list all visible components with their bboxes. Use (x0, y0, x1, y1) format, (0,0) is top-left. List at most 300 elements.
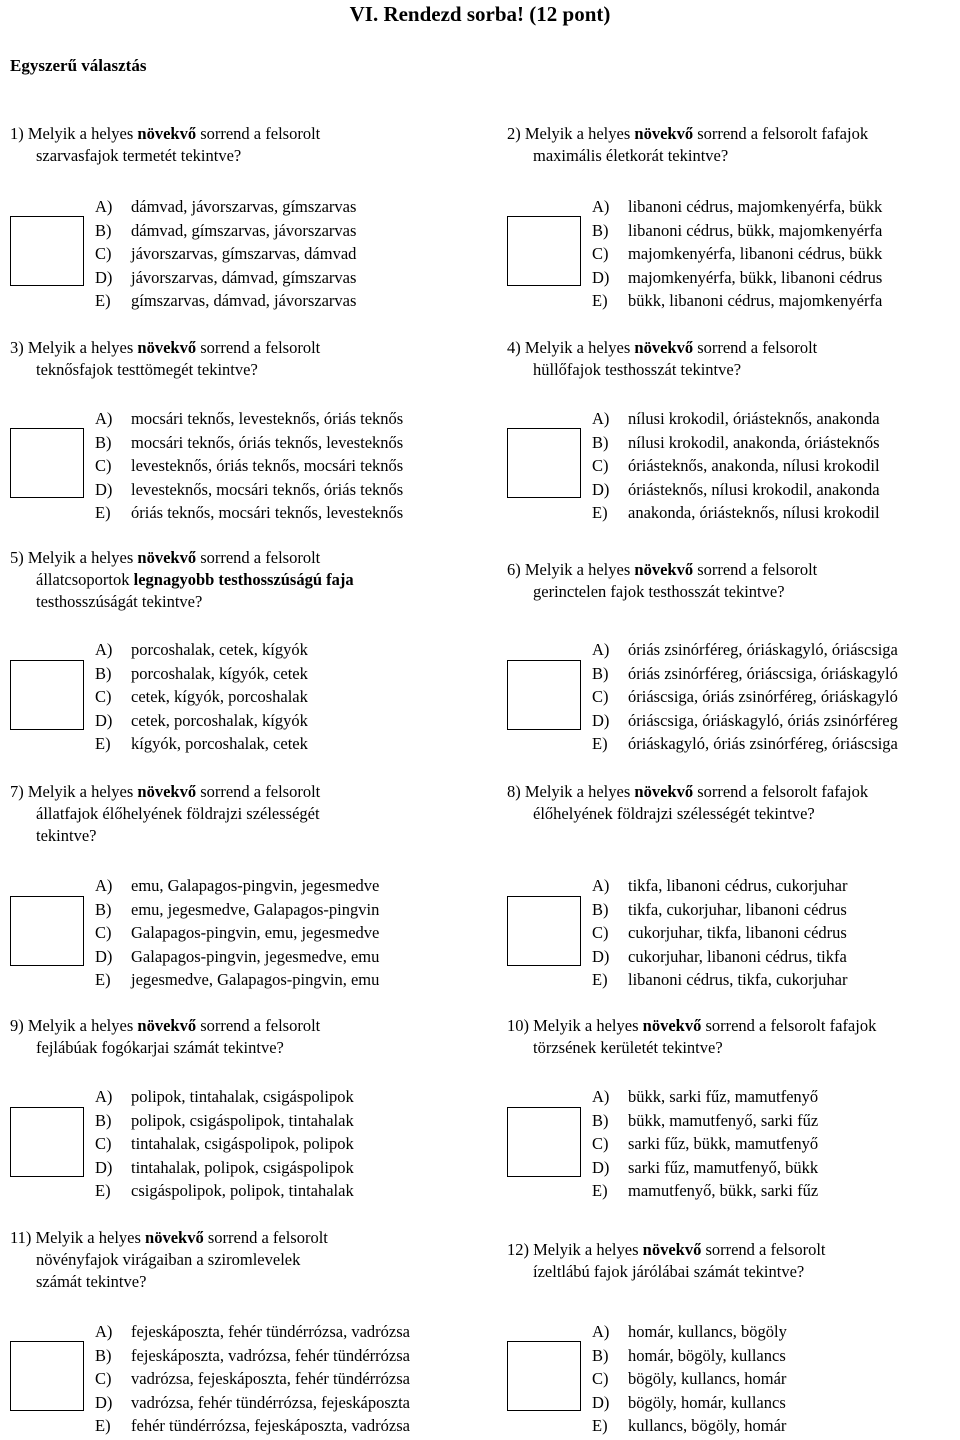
option-letter: E) (592, 503, 608, 522)
question-text: fejlábúak fogókarjai számát tekintve? (36, 1038, 284, 1057)
question-text: növekvő (634, 124, 694, 143)
option-item (592, 1109, 818, 1133)
question-text: Melyik a helyes (524, 338, 635, 357)
option-letter: E) (592, 734, 608, 753)
question-stem-line (10, 1015, 460, 1037)
option-text: porcoshalak, kígyók, cetek (131, 663, 308, 683)
question-text: teknősfajok testtömegét tekintve? (36, 360, 258, 379)
question-stem-line (10, 547, 460, 569)
option-item (95, 195, 356, 219)
question-number: 3) (10, 338, 28, 357)
option-letter: E) (95, 1181, 111, 1200)
option-letter: B) (95, 899, 112, 919)
option-letter: A) (592, 1087, 610, 1106)
option-text: sarki fűz, mamutfenyő, bükk (628, 1157, 819, 1177)
option-item (592, 242, 882, 266)
question-stem-line (10, 1037, 460, 1059)
question-number: 4) (507, 338, 525, 357)
question-11 (10, 1227, 460, 1440)
question-text: számát tekintve? (36, 1272, 147, 1291)
option-letter: E) (95, 1416, 111, 1435)
question-stem (10, 781, 460, 847)
question-text: hüllőfajok testhosszát tekintve? (533, 360, 742, 379)
option-letter: D) (95, 710, 113, 730)
option-letter: D) (592, 1157, 610, 1177)
option-text: levesteknős, óriás teknős, mocsári teknős (131, 456, 404, 475)
option-item (592, 1320, 787, 1344)
option-text: nílusi krokodil, óriásteknős, anakonda (628, 409, 880, 428)
question-stem (10, 123, 460, 167)
option-text: polipok, csigáspolipok, tintahalak (131, 1110, 354, 1130)
option-item (95, 732, 308, 756)
question-stem-line (507, 1239, 957, 1261)
option-text: óriásteknős, nílusi krokodil, anakonda (628, 479, 880, 499)
option-text: mamutfenyő, bükk, sarki fűz (628, 1181, 819, 1200)
option-item (95, 1132, 354, 1156)
option-text: gímszarvas, dámvad, jávorszarvas (131, 291, 357, 310)
question-text: tekintve? (36, 826, 97, 845)
question-text: törzsének kerületét tekintve? (533, 1038, 723, 1057)
question-stem-line (507, 337, 957, 359)
question-3 (10, 337, 460, 527)
option-text: mocsári teknős, óriás teknős, levesteknős (131, 432, 404, 452)
option-text: nílusi krokodil, anakonda, óriásteknős (628, 432, 880, 452)
option-letter: B) (95, 220, 112, 240)
answer-box[interactable] (10, 428, 84, 498)
question-text: testhosszúságát tekintve? (36, 592, 203, 611)
question-number: 8) (507, 782, 525, 801)
option-text: bükk, mamutfenyő, sarki fűz (628, 1110, 819, 1130)
option-letter: D) (592, 1392, 610, 1412)
question-text: sorrend a felsorolt (196, 1016, 321, 1035)
option-item (95, 874, 379, 898)
option-text: dámvad, jávorszarvas, gímszarvas (131, 197, 357, 216)
question-text: Melyik a helyes (27, 548, 138, 567)
option-item (592, 501, 880, 525)
option-item (95, 1414, 410, 1438)
option-item (95, 1156, 354, 1180)
question-stem-line (10, 123, 460, 145)
answer-box[interactable] (507, 216, 581, 286)
question-9 (10, 1015, 460, 1205)
option-item (592, 431, 880, 455)
option-item (95, 431, 403, 455)
option-item (592, 1414, 787, 1438)
question-stem-line (10, 145, 460, 167)
option-item (95, 662, 308, 686)
option-item (592, 195, 882, 219)
option-item (95, 685, 308, 709)
question-stem-line (507, 123, 957, 145)
option-list (95, 638, 308, 756)
question-text: sorrend a felsorolt (701, 1240, 826, 1259)
option-item (95, 1320, 410, 1344)
question-stem-line (507, 803, 957, 825)
option-letter: D) (95, 479, 113, 499)
option-text: tintahalak, polipok, csigáspolipok (131, 1157, 354, 1177)
option-text: cetek, porcoshalak, kígyók (131, 710, 308, 730)
option-text: Galapagos-pingvin, emu, jegesmedve (131, 923, 380, 942)
question-text: növekvő (634, 560, 694, 579)
option-item (592, 1367, 787, 1391)
question-text: növekvő (137, 782, 197, 801)
option-item (95, 454, 403, 478)
option-text: csigáspolipok, polipok, tintahalak (131, 1181, 354, 1200)
option-list (592, 195, 882, 313)
option-letter: C) (592, 456, 609, 475)
option-letter: D) (95, 946, 113, 966)
question-number: 11) (10, 1228, 36, 1247)
option-item (95, 1085, 354, 1109)
question-text: növekvő (137, 124, 197, 143)
question-stem-line (507, 1037, 957, 1059)
question-stem (507, 1239, 957, 1283)
option-letter: E) (95, 970, 111, 989)
question-text: sorrend a felsorolt (693, 338, 818, 357)
question-stem-line (10, 1227, 460, 1249)
answer-box[interactable] (507, 1107, 581, 1177)
question-text: sorrend a felsorolt fafajok (701, 1016, 877, 1035)
question-text: sorrend a felsorolt (196, 548, 321, 567)
question-stem-line (507, 781, 957, 803)
option-item (592, 1179, 818, 1203)
answer-box[interactable] (507, 1341, 581, 1411)
question-text: Melyik a helyes (533, 1240, 643, 1259)
option-item (95, 709, 308, 733)
question-text: Melyik a helyes (524, 782, 635, 801)
option-letter: D) (592, 479, 610, 499)
question-stem (507, 781, 957, 825)
question-stem-line (10, 825, 460, 847)
option-text: óriáscsiga, óriáskagyló, óriás zsinórféreg (628, 710, 898, 730)
option-text: tintahalak, csigáspolipok, polipok (131, 1134, 354, 1153)
question-stem-line (10, 359, 460, 381)
option-text: óriásteknős, anakonda, nílusi krokodil (628, 456, 880, 475)
option-letter: C) (95, 456, 112, 475)
option-letter: C) (95, 1369, 112, 1388)
option-item (592, 289, 882, 313)
option-item (95, 1367, 410, 1391)
option-item (592, 968, 847, 992)
question-stem (10, 547, 460, 613)
question-stem-line (10, 803, 460, 825)
option-text: óriáskagyló, óriás zsinórféreg, óriáscsiga (628, 734, 898, 753)
option-letter: D) (95, 1392, 113, 1412)
question-number: 10) (507, 1016, 534, 1035)
option-letter: B) (592, 1110, 609, 1130)
question-stem-line (507, 359, 957, 381)
question-stem (10, 1015, 460, 1059)
question-text: szarvasfajok termetét tekintve? (36, 146, 242, 165)
question-text: gerinctelen fajok testhosszát tekintve? (533, 582, 785, 601)
question-text: sorrend a felsorolt (693, 560, 818, 579)
option-letter: C) (95, 923, 112, 942)
option-item (592, 266, 882, 290)
option-text: cukorjuhar, tikfa, libanoni cédrus (628, 923, 847, 942)
option-text: jávorszarvas, dámvad, gímszarvas (131, 267, 357, 287)
option-text: levesteknős, mocsári teknős, óriás teknős (131, 479, 404, 499)
question-text: Melyik a helyes (524, 560, 635, 579)
option-item (95, 945, 379, 969)
question-stem (10, 337, 460, 381)
option-list (95, 874, 379, 992)
answer-box[interactable] (507, 896, 581, 966)
answer-box[interactable] (10, 1107, 84, 1177)
option-letter: A) (592, 876, 610, 895)
option-list (592, 638, 898, 756)
option-text: bögöly, kullancs, homár (628, 1369, 787, 1388)
option-item (95, 478, 403, 502)
option-item (592, 1344, 787, 1368)
answer-box[interactable] (507, 428, 581, 498)
option-item (592, 1085, 818, 1109)
answer-box[interactable] (507, 660, 581, 730)
option-text: anakonda, óriásteknős, nílusi krokodil (628, 503, 880, 522)
option-item (95, 1391, 410, 1415)
answer-box[interactable] (10, 1341, 84, 1411)
option-text: homár, bögöly, kullancs (628, 1345, 786, 1365)
question-text: maximális életkorát tekintve? (533, 146, 729, 165)
question-number: 2) (507, 124, 525, 143)
option-item (592, 732, 898, 756)
option-item (592, 407, 880, 431)
option-text: tikfa, cukorjuhar, libanoni cédrus (628, 899, 847, 919)
option-item (95, 407, 403, 431)
option-letter: A) (592, 409, 610, 428)
option-letter: E) (95, 734, 111, 753)
option-letter: A) (95, 876, 113, 895)
option-item (592, 898, 847, 922)
option-letter: E) (592, 1416, 608, 1435)
option-letter: C) (95, 244, 112, 263)
option-letter: B) (95, 1110, 112, 1130)
option-letter: D) (95, 1157, 113, 1177)
option-letter: B) (95, 432, 112, 452)
option-item (592, 685, 898, 709)
option-item (592, 219, 882, 243)
option-list (592, 1320, 787, 1438)
option-item (592, 921, 847, 945)
question-text: növekvő (137, 338, 197, 357)
question-stem-line (10, 1271, 460, 1293)
option-letter: A) (95, 640, 113, 659)
option-text: libanoni cédrus, majomkenyérfa, bükk (628, 197, 883, 216)
option-item (592, 1391, 787, 1415)
option-item (95, 1179, 354, 1203)
option-text: libanoni cédrus, tikfa, cukorjuhar (628, 970, 848, 989)
option-list (95, 407, 403, 525)
option-letter: E) (592, 291, 608, 310)
option-text: óriáscsiga, óriás zsinórféreg, óriáskagyló (628, 687, 898, 706)
option-letter: C) (592, 1134, 609, 1153)
option-letter: A) (95, 1087, 113, 1106)
option-text: bükk, libanoni cédrus, majomkenyérfa (628, 291, 883, 310)
question-stem (10, 1227, 460, 1293)
option-letter: C) (95, 1134, 112, 1153)
option-letter: B) (592, 1345, 609, 1365)
question-text: növekvő (634, 338, 694, 357)
question-number: 1) (10, 124, 28, 143)
question-text: Melyik a helyes (524, 124, 635, 143)
option-letter: D) (592, 710, 610, 730)
question-stem-line (507, 581, 957, 603)
option-item (592, 1156, 818, 1180)
option-text: majomkenyérfa, bükk, libanoni cédrus (628, 267, 883, 287)
option-item (95, 968, 379, 992)
option-letter: B) (592, 432, 609, 452)
option-text: emu, Galapagos-pingvin, jegesmedve (131, 876, 380, 895)
option-text: fehér tündérrózsa, fejeskáposzta, vadrózsa (131, 1416, 410, 1435)
option-letter: A) (592, 197, 610, 216)
option-text: mocsári teknős, levesteknős, óriás teknős (131, 409, 404, 428)
question-number: 7) (10, 782, 28, 801)
question-number: 6) (507, 560, 525, 579)
option-text: fejeskáposzta, fehér tündérrózsa, vadrózsa (131, 1322, 410, 1341)
option-list (95, 1320, 410, 1438)
option-item (592, 662, 898, 686)
option-letter: E) (95, 503, 111, 522)
question-stem (507, 337, 957, 381)
question-text: növekvő (642, 1240, 702, 1259)
option-letter: D) (592, 946, 610, 966)
option-text: bükk, sarki fűz, mamutfenyő (628, 1087, 819, 1106)
option-letter: B) (592, 899, 609, 919)
question-number: 9) (10, 1016, 28, 1035)
question-text: ízeltlábú fajok járólábai számát tekintve? (533, 1262, 805, 1281)
question-text: sorrend a felsorolt (203, 1228, 328, 1247)
option-letter: D) (95, 267, 113, 287)
option-item (95, 1109, 354, 1133)
option-letter: A) (95, 1322, 113, 1341)
option-text: sarki fűz, bükk, mamutfenyő (628, 1134, 819, 1153)
option-letter: C) (592, 244, 609, 263)
option-letter: B) (95, 1345, 112, 1365)
question-stem-line (507, 559, 957, 581)
option-list (95, 195, 356, 313)
option-item (592, 478, 880, 502)
option-letter: B) (95, 663, 112, 683)
option-text: óriás zsinórféreg, óriáskagyló, óriáscsiga (628, 640, 898, 659)
option-text: majomkenyérfa, libanoni cédrus, bükk (628, 244, 883, 263)
option-item (95, 242, 356, 266)
option-text: kullancs, bögöly, homár (628, 1416, 787, 1435)
option-text: Galapagos-pingvin, jegesmedve, emu (131, 946, 380, 966)
option-text: jávorszarvas, gímszarvas, dámvad (131, 244, 357, 263)
question-text: növekvő (634, 782, 694, 801)
question-text: Melyik a helyes (27, 782, 138, 801)
question-8 (507, 781, 957, 994)
option-item (95, 501, 403, 525)
question-7 (10, 781, 460, 994)
option-text: polipok, tintahalak, csigáspolipok (131, 1087, 354, 1106)
question-text: élőhelyének földrajzi szélességét tekintve? (533, 804, 815, 823)
option-item (592, 1132, 818, 1156)
answer-box[interactable] (10, 896, 84, 966)
option-item (592, 709, 898, 733)
question-6 (507, 559, 957, 758)
question-text: növényfajok virágaiban a sziromlevelek (36, 1250, 301, 1269)
option-text: tikfa, libanoni cédrus, cukorjuhar (628, 876, 848, 895)
option-item (592, 638, 898, 662)
answer-box[interactable] (10, 216, 84, 286)
question-number: 5) (10, 548, 28, 567)
question-text: Melyik a helyes (35, 1228, 146, 1247)
option-letter: C) (592, 923, 609, 942)
question-stem (507, 559, 957, 603)
question-stem-line (10, 569, 460, 591)
option-text: homár, kullancs, bögöly (628, 1322, 787, 1341)
option-letter: A) (95, 409, 113, 428)
option-text: fejeskáposzta, vadrózsa, fehér tündérrózsa (131, 1345, 410, 1365)
option-text: cetek, kígyók, porcoshalak (131, 687, 308, 706)
option-text: emu, jegesmedve, Galapagos-pingvin (131, 899, 380, 919)
question-10 (507, 1015, 957, 1205)
option-letter: C) (592, 1369, 609, 1388)
question-text: Melyik a helyes (27, 124, 138, 143)
answer-box[interactable] (10, 660, 84, 730)
option-letter: D) (592, 267, 610, 287)
question-text: növekvő (642, 1016, 702, 1035)
option-item (95, 898, 379, 922)
question-stem-line (507, 1261, 957, 1283)
question-stem-line (10, 1249, 460, 1271)
question-text: sorrend a felsorolt (196, 338, 321, 357)
option-text: libanoni cédrus, bükk, majomkenyérfa (628, 220, 883, 240)
option-text: porcoshalak, cetek, kígyók (131, 640, 308, 659)
option-item (592, 874, 847, 898)
option-letter: E) (95, 291, 111, 310)
question-text: sorrend a felsorolt (196, 124, 321, 143)
option-item (592, 945, 847, 969)
question-text: sorrend a felsorolt fafajok (693, 782, 869, 801)
question-text: Melyik a helyes (27, 1016, 138, 1035)
question-stem-line (10, 591, 460, 613)
question-4 (507, 337, 957, 527)
option-letter: E) (592, 970, 608, 989)
option-letter: A) (95, 197, 113, 216)
question-stem (507, 123, 957, 167)
question-2 (507, 123, 957, 315)
option-item (95, 638, 308, 662)
question-text: növekvő (137, 548, 197, 567)
question-1 (10, 123, 460, 315)
option-letter: E) (592, 1181, 608, 1200)
option-text: bögöly, homár, kullancs (628, 1392, 786, 1412)
option-list (592, 874, 847, 992)
question-text: állatfajok élőhelyének földrajzi szélességét (36, 804, 320, 823)
question-text: növekvő (145, 1228, 204, 1247)
question-text: sorrend a felsorolt (196, 782, 321, 801)
option-list (95, 1085, 354, 1203)
option-text: óriás teknős, mocsári teknős, levesteknős (131, 503, 404, 522)
option-text: óriás zsinórféreg, óriáscsiga, óriáskagyló (628, 663, 898, 683)
question-text: Melyik a helyes (533, 1016, 643, 1035)
question-stem-line (507, 1015, 957, 1037)
option-letter: B) (592, 220, 609, 240)
question-stem-line (10, 337, 460, 359)
question-text: Melyik a helyes (27, 338, 138, 357)
option-text: vadrózsa, fejeskáposzta, fehér tündérrózsa (131, 1369, 410, 1388)
option-letter: A) (592, 1322, 610, 1341)
page-title: VI. Rendezd sorba! (12 pont) (349, 2, 611, 26)
section-subtitle: Egyszerű választás (10, 56, 147, 75)
option-text: cukorjuhar, libanoni cédrus, tikfa (628, 946, 847, 966)
option-item (95, 289, 356, 313)
question-text: sorrend a felsorolt fafajok (693, 124, 869, 143)
question-text: állatcsoportok (36, 570, 134, 589)
option-item (592, 454, 880, 478)
option-text: kígyók, porcoshalak, cetek (131, 734, 308, 753)
